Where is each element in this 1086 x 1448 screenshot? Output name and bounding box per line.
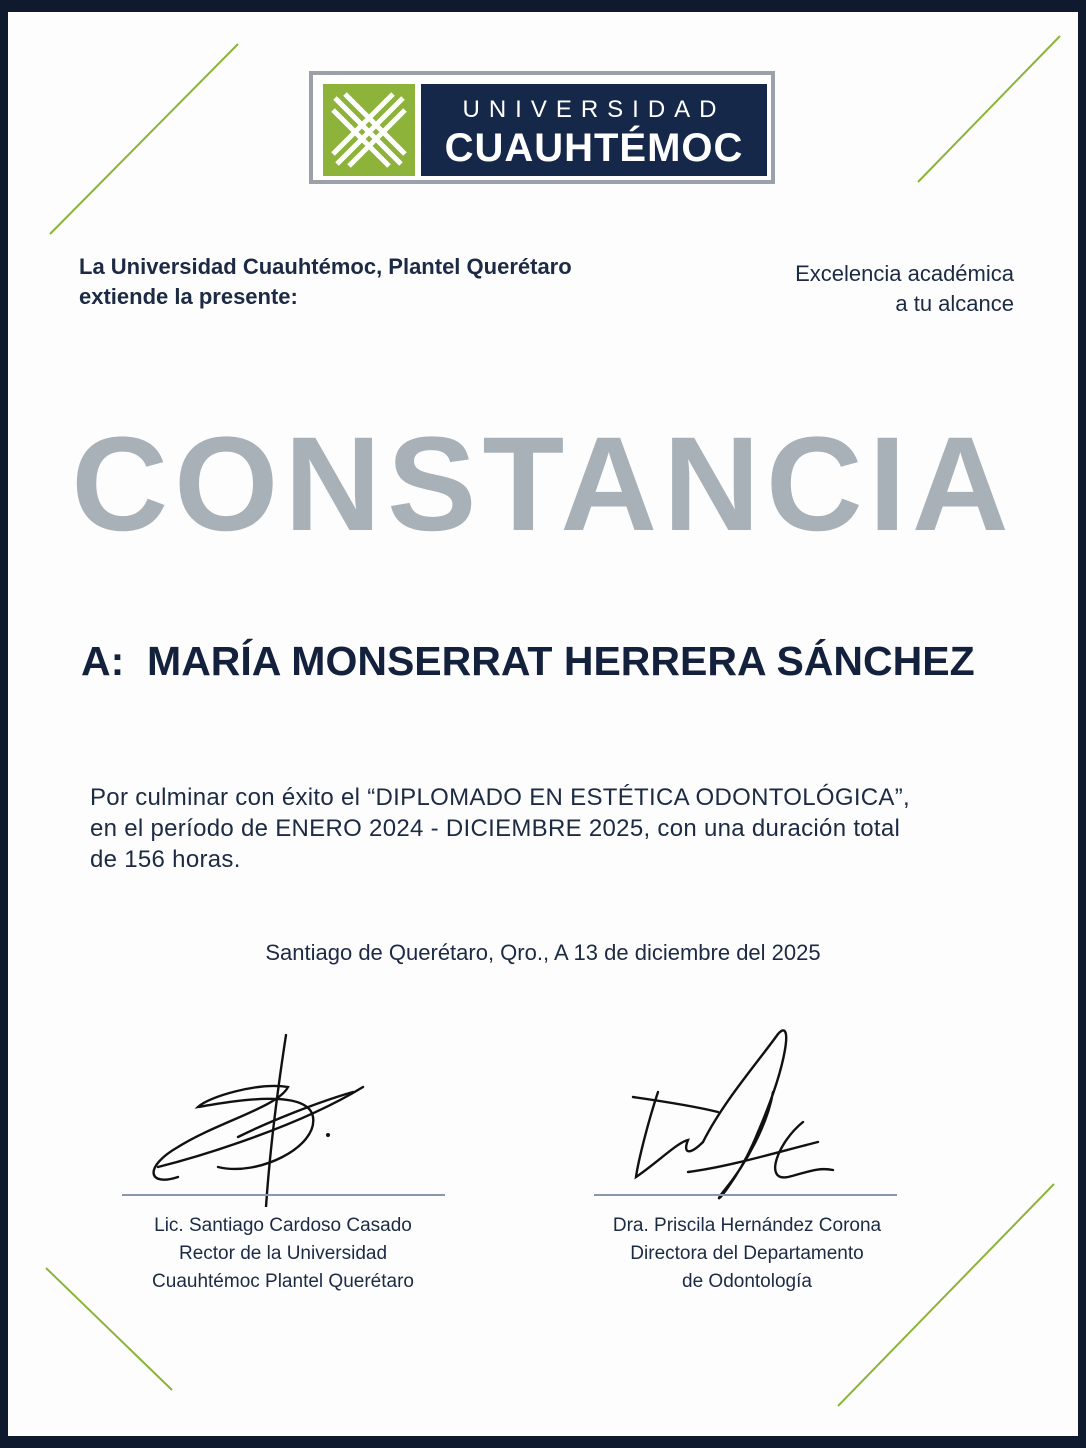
motto-line-2: a tu alcance bbox=[895, 291, 1014, 316]
motto-line-1: Excelencia académica bbox=[795, 261, 1014, 286]
body-line-2: en el período de ENERO 2024 - DICIEMBRE 2025, con una duración total bbox=[90, 815, 901, 842]
signature-line-director bbox=[594, 1194, 897, 1196]
certificate-body bbox=[90, 782, 1010, 875]
signer-role-line-2: de Odontología bbox=[682, 1271, 812, 1292]
signature-block-director bbox=[582, 1212, 912, 1296]
signer-role-line-2: Cuauhtémoc Plantel Querétaro bbox=[152, 1271, 414, 1292]
body-line-1: Por culminar con éxito el “DIPLOMADO EN ESTÉTICA ODONTOLÓGICA”, bbox=[90, 784, 910, 811]
logo-bottom-text: CUAUHTÉMOC bbox=[444, 126, 744, 170]
certificate-page bbox=[8, 12, 1078, 1436]
university-wordmark bbox=[421, 84, 767, 176]
signature-director-image bbox=[628, 1022, 848, 1212]
recipient-name: A: MARÍA MONSERRAT HERRERA SÁNCHEZ bbox=[81, 638, 975, 684]
signer-role-line-1: Directora del Departamento bbox=[630, 1243, 864, 1264]
corner-line-top-left bbox=[50, 44, 238, 234]
logo-top-text: UNIVERSIDAD bbox=[462, 96, 726, 123]
issuer-statement bbox=[79, 252, 572, 312]
signer-name: Lic. Santiago Cardoso Casado bbox=[154, 1215, 412, 1236]
signer-role-line-1: Rector de la Universidad bbox=[178, 1243, 388, 1264]
certificate-title: CONSTANCIA bbox=[71, 410, 1015, 559]
issue-date: Santiago de Querétaro, Qro., A 13 de diciembre del 2025 bbox=[265, 940, 821, 965]
signature-block-rector bbox=[118, 1212, 448, 1296]
body-line-3: de 156 horas. bbox=[90, 846, 241, 873]
corner-line-top-right bbox=[918, 36, 1060, 182]
university-logo bbox=[309, 71, 775, 184]
issuer-line-2: extiende la presente: bbox=[79, 284, 298, 309]
signer-name: Dra. Priscila Hernández Corona bbox=[612, 1215, 882, 1236]
signature-line-rector bbox=[122, 1194, 445, 1196]
signature-rector-image bbox=[138, 1027, 368, 1207]
university-emblem-icon bbox=[323, 84, 415, 176]
motto bbox=[795, 259, 1014, 319]
issuer-line-1: La Universidad Cuauhtémoc, Plantel Querétaro bbox=[79, 254, 572, 279]
